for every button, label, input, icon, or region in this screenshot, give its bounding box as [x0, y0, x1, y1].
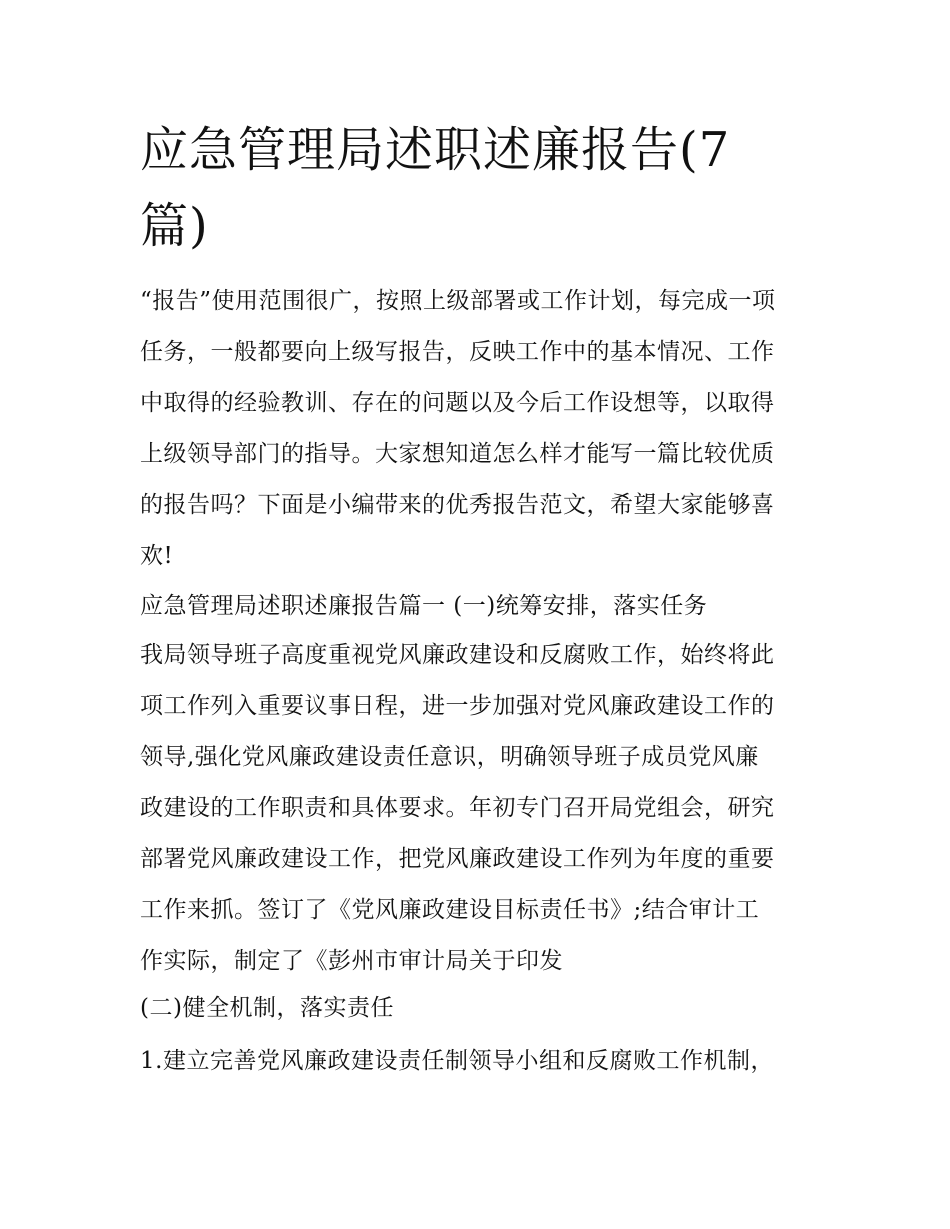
section-heading	[140, 583, 820, 634]
section1-line: 作实际，制定了《彭州市审计局关于印发	[140, 948, 563, 974]
section1-line: 工作来抓。签订了《党风廉政建设目标责任书》;结合审计工	[140, 897, 760, 923]
section1-paragraph	[140, 630, 820, 987]
section2-paragraph	[140, 1036, 820, 1087]
intro-line: 任务，一般都要向上级写报告，反映工作中的基本情况、工作	[140, 339, 775, 365]
section-heading-text: 应急管理局述职述廉报告篇一 (一)统筹安排，落实任务	[140, 593, 708, 619]
title-line-2: 篇)	[140, 198, 209, 254]
intro-paragraph	[140, 276, 820, 582]
section1-line: 项工作列入重要议事日程，进一步加强对党风廉政建设工作的	[140, 693, 775, 719]
intro-line: 欢!	[140, 543, 174, 569]
intro-line: 中取得的经验教训、存在的问题以及今后工作设想等，以取得	[140, 390, 775, 416]
section2-line: 1.建立完善党风廉政建设责任制领导小组和反腐败工作机制，	[140, 1048, 774, 1074]
section2-heading-text: (二)健全机制，落实责任	[140, 995, 394, 1021]
section1-line: 我局领导班子高度重视党风廉政建设和反腐败工作，始终将此	[140, 642, 775, 668]
intro-line: 上级领导部门的指导。大家想知道怎么样才能写一篇比较优质	[140, 441, 775, 467]
intro-line: 的报告吗？下面是小编带来的优秀报告范文，希望大家能够喜	[140, 492, 775, 518]
section1-line: 部署党风廉政建设工作，把党风廉政建设工作列为年度的重要	[140, 846, 775, 872]
document-title	[140, 112, 800, 264]
intro-line: “报告”使用范围很广，按照上级部署或工作计划，每完成一项	[140, 288, 776, 314]
section1-line: 领导,强化党风廉政建设责任意识，明确领导班子成员党风廉	[140, 744, 759, 770]
title-line-1: 应急管理局述职述廉报告(7	[140, 122, 731, 178]
section1-line: 政建设的工作职责和具体要求。年初专门召开局党组会，研究	[140, 795, 775, 821]
section2-heading	[140, 985, 820, 1036]
